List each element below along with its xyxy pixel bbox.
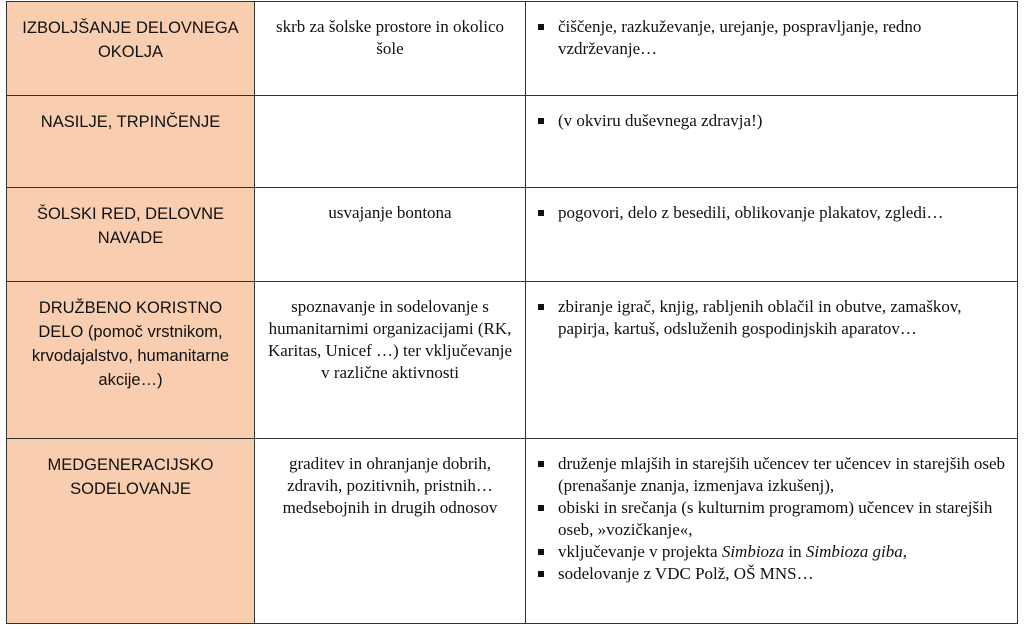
table-row [7, 2, 1018, 96]
activities-cell [526, 188, 1018, 282]
table-body [7, 2, 1018, 624]
category-cell [7, 188, 255, 282]
activity-text: vključevanje v projekta [558, 542, 722, 561]
activity-item: (v okviru duševnega zdravja!) [534, 110, 1009, 132]
activities-list [534, 16, 1009, 60]
category-text: NASILJE, TRPINČENJE [40, 113, 221, 131]
activities-cell [526, 439, 1018, 624]
activity-item: sodelovanje z VDC Polž, OŠ MNS… [534, 563, 1009, 585]
table-row [7, 282, 1018, 439]
activity-text: , [902, 542, 907, 561]
category-cell [7, 96, 255, 188]
activity-item: druženje mlajših in starejših učencev ter učencev in starejših oseb (prenašanje znanja, izmenjava izkušenj), [534, 453, 1009, 497]
category-text: ŠOLSKI RED, DELOVNE NAVADE [36, 205, 225, 247]
table-row [7, 96, 1018, 188]
activity-text: in [784, 542, 806, 561]
activities-list [534, 296, 1009, 340]
goal-cell: graditev in ohranjanje dobrih, zdravih, pozitivnih, pristnih… medsebojnih in drugih odnosov [255, 439, 526, 624]
goal-cell: skrb za šolske prostore in okolico šole [255, 2, 526, 96]
activity-item: pogovori, delo z besedili, oblikovanje plakatov, zgledi… [534, 202, 1009, 224]
activity-italic-text: Simbioza giba [805, 542, 903, 561]
activity-item: obiski in srečanja (s kulturnim programom) učencev in starejših oseb, »vozičkanje«, [534, 497, 1009, 541]
activity-italic-text: Simbioza [721, 542, 785, 561]
activities-list [534, 110, 1009, 132]
activities-cell [526, 96, 1018, 188]
goal-cell [255, 96, 526, 188]
goal-cell: usvajanje bontona [255, 188, 526, 282]
category-text: MEDGENERACIJSKO SODELOVANJE [47, 456, 214, 498]
activities-cell [526, 282, 1018, 439]
activities-table [6, 1, 1018, 624]
table-row [7, 188, 1018, 282]
category-text: DRUŽBENO KORISTNO DELO (pomoč vrstnikom, krvodajalstvo, humanitarne akcije…) [31, 299, 230, 389]
activities-cell [526, 2, 1018, 96]
category-cell [7, 282, 255, 439]
activities-list [534, 453, 1009, 585]
category-text: IZBOLJŠANJE DELOVNEGA OKOLJA [22, 19, 239, 61]
goal-cell: spoznavanje in sodelovanje s humanitarnimi organizacijami (RK, Karitas, Unicef …) ter vključevanje v različne aktivnosti [255, 282, 526, 439]
activities-list [534, 202, 1009, 224]
category-cell [7, 439, 255, 624]
activity-item: zbiranje igrač, knjig, rabljenih oblačil in obutve, zamaškov, papirja, kartuš, odsluženih gospodinjskih aparatov… [534, 296, 1009, 340]
category-cell [7, 2, 255, 96]
activity-item: čiščenje, razkuževanje, urejanje, pospravljanje, redno vzdrževanje… [534, 16, 1009, 60]
activity-item [534, 541, 1009, 563]
table-row [7, 439, 1018, 624]
